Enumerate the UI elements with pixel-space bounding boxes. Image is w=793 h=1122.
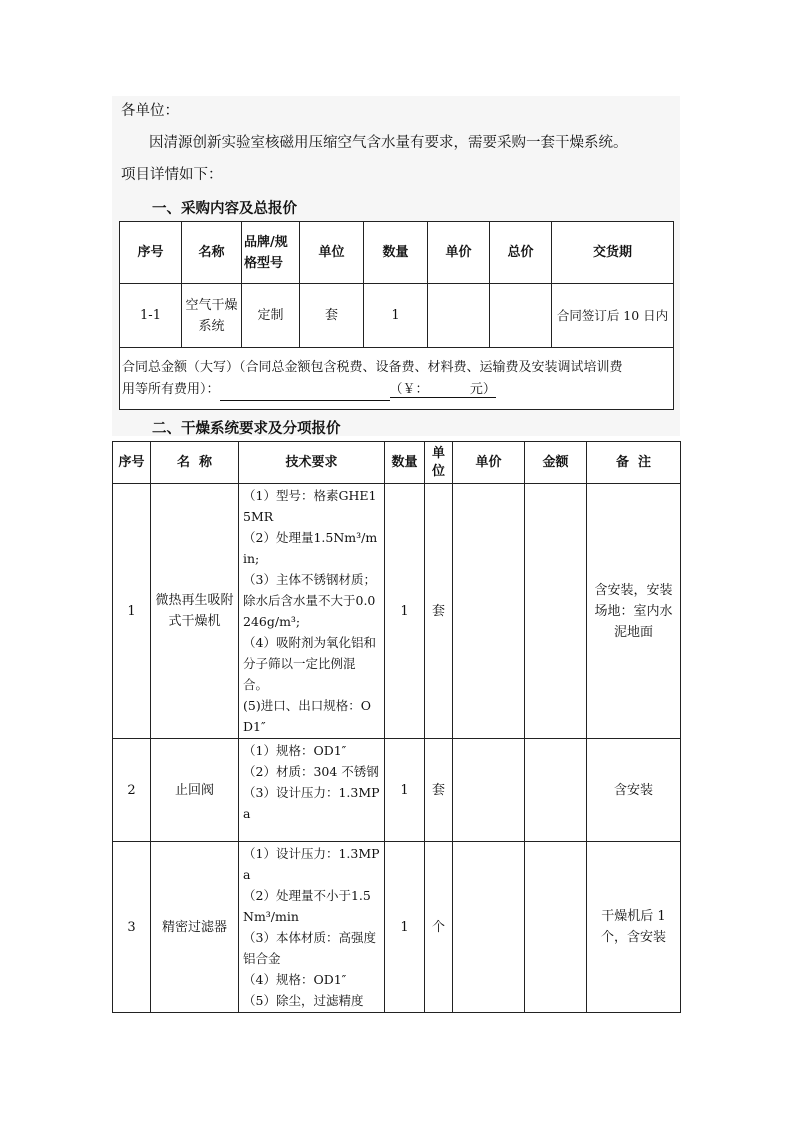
header-total: 总价 [490,222,552,284]
cell-tech [239,739,385,842]
tech-line: （1）设计压力：1.3MPa [243,846,380,882]
total-amount-line-1: 合同总金额（大写）（合同总金额包含税费、设备费、材料费、运输费及安装调试培训费 [122,359,623,375]
header-unit: 单位 [425,442,453,484]
header-no: 序号 [113,442,151,484]
header-price: 单价 [453,442,525,484]
header-qty: 数量 [364,222,428,284]
cell-unit: 套 [425,484,453,739]
itemized-quote-table [112,441,681,1013]
amount-in-words-field[interactable] [220,386,390,401]
cell-qty: 1 [385,484,425,739]
amount-in-figures-field[interactable]: （￥： 元） [389,381,496,397]
cell-name: 微热再生吸附式干燥机 [151,484,239,739]
tech-line: （1）型号：格素GHE15MR [243,488,377,524]
cell-price [453,739,525,842]
header-remark: 备 注 [587,442,681,484]
header-qty: 数量 [385,442,425,484]
cell-price [428,284,490,348]
header-model: 品牌/规格型号 [242,222,300,284]
cell-price [453,484,525,739]
cell-amount [525,484,587,739]
tech-line: （2）处理量不小于1.5Nm³/min [243,888,371,924]
cell-tech [239,484,385,739]
total-amount-row [120,348,674,410]
intro-line-1: 因清源创新实验室核磁用压缩空气含水量有要求，需要采购一套干燥系统。 [149,135,628,151]
section2-title: 二、干燥系统要求及分项报价 [152,421,341,437]
tech-line: （4）吸附剂为氧化铝和分子筛以一定比例混合。 [243,635,376,692]
table-row [113,842,681,1013]
cell-amount [525,842,587,1013]
cell-no: 1 [113,484,151,739]
total-amount-cell [120,348,674,410]
table-header-row [113,442,681,484]
cell-model: 定制 [242,284,300,348]
cell-qty: 1 [364,284,428,348]
cell-qty: 1 [385,739,425,842]
total-amount-line-2 [122,379,671,401]
header-no: 序号 [120,222,182,284]
tech-line: (5)进口、出口规格：OD1″ [243,698,371,734]
cell-qty: 1 [385,842,425,1013]
cell-remark: 含安装，安装场地：室内水泥地面 [587,484,681,739]
section1-title: 一、采购内容及总报价 [152,201,297,217]
header-price: 单价 [428,222,490,284]
greeting: 各单位： [121,103,179,119]
cell-remark: 含安装 [587,739,681,842]
cell-amount [525,739,587,842]
tech-line: （4）规格：OD1″ [243,972,347,987]
cell-price [453,842,525,1013]
header-tech: 技术要求 [239,442,385,484]
header-delivery: 交货期 [552,222,674,284]
intro-line-2: 项目详情如下： [121,167,223,183]
cell-total [490,284,552,348]
cell-remark: 干燥机后 1 个，含安装 [587,842,681,1013]
tech-line: （1）规格：OD1″ [243,743,347,758]
header-amount: 金额 [525,442,587,484]
cell-tech [239,842,385,1013]
table-row [113,739,681,842]
cell-name: 精密过滤器 [151,842,239,1013]
tech-line: （3）设计压力：1.3MPa [243,785,380,821]
tech-line: （5）除尘，过滤精度 [243,993,364,1008]
cell-unit: 套 [300,284,364,348]
tech-line: （3）本体材质：高强度铝合金 [243,930,376,966]
cell-unit: 个 [425,842,453,1013]
tech-line: （2）材质：304 不锈钢 [243,764,379,779]
table-row [113,484,681,739]
tech-line: （2）处理量1.5Nm³/min; [243,530,378,566]
procurement-summary-table [119,221,674,410]
header-name: 名 称 [151,442,239,484]
header-unit: 单位 [300,222,364,284]
cell-name: 止回阀 [151,739,239,842]
header-name: 名称 [182,222,242,284]
cell-name: 空气干燥系统 [182,284,242,348]
cell-no: 3 [113,842,151,1013]
table-row [120,284,674,348]
cell-no: 1-1 [120,284,182,348]
cell-unit: 套 [425,739,453,842]
tech-line: （3）主体不锈钢材质；除水后含水量不大于0.0246g/m³; [243,572,376,629]
cell-delivery: 合同签订后 10 日内 [552,284,674,348]
table-header-row [120,222,674,284]
total-amount-prefix: 用等所有费用）： [122,381,220,397]
cell-no: 2 [113,739,151,842]
